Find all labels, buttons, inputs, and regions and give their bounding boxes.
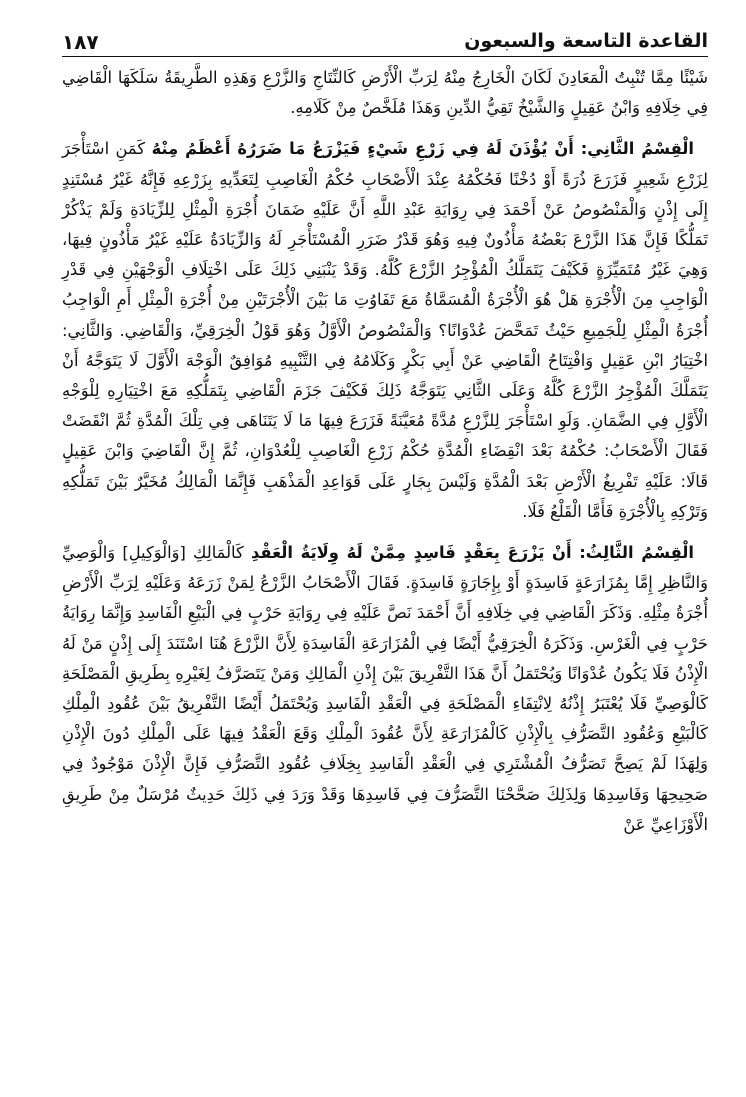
paragraph-section-three xyxy=(62,538,708,840)
running-title: القاعدة التاسعة والسبعون xyxy=(464,30,708,52)
section-heading: الْقِسْمُ الثَّانِي: أَنْ يُؤْذَنَ لَهُ فِي زَرْعِ شَيْءٍ فَيَزْرَعُ مَا ضَرَرُهُ أَعْظَمُ مِنْهُ xyxy=(151,139,694,159)
paragraph-text: كَمَنِ اسْتَأْجَرَ لِزَرْعِ شَعِيرٍ فَزَرَعَ ذُرَةً أَوْ دُخْنًا فَحُكْمُهُ عِنْدَ الْأَصْحَابِ حُكْمُ الْغَاصِبِ لِتَعَدِّيهِ بِزَرْعِهِ فَإِنَّهُ غَيْرُ مُسْتَنِدٍ إِلَى إِذْنٍ وَالْمَنْصُوصُ عَنْ أَحْمَدَ فِي رِوَايَةِ عَبْدِ اللَّهِ أَنَّ عَلَيْهِ ضَمَانَ أُجْرَةِ الْمِثْلِ لِلزِّيَادَةِ وَلَمْ يَذْكُرْ تَمَلُّكًا فَإِنَّ هَذَا الزَّرْعَ بَعْضُهُ مَأْذُونٌ فِيهِ وَهُوَ قَدْرُ ضَرَرِ الْمُسْتَأْجَرِ لَهُ وَالزِّيَادَةُ عَلَيْهِ غَيْرُ مَأْذُونٍ فِيهَا، وَهِيَ غَيْرُ مُتَمَيِّزَةٍ فَكَيْفَ يَتَمَلَّكُ الْمُؤْجِرُ الزَّرْعَ كُلَّهُ. وَقَدْ يَنْبَنِي ذَلِكَ عَلَى اخْتِلَافِ الْوَجْهَيْنِ فِي قَدْرِ الْوَاجِبِ مِنَ الْأُجْرَةِ هَلْ هُوَ الْأُجْرَةُ الْمُسَمَّاةُ مَعَ تَفَاوُتِ مَا بَيْنَ الْأُجْرَتَيْنِ مِنْ أُجْرَةِ الْمِثْلِ أَمِ الْوَاجِبُ أُجْرَةُ الْمِثْلِ لِلْجَمِيعِ حَيْثُ تَمَحَّضَ عُدْوَانًا؟ وَالْمَنْصُوصُ الْأَوَّلُ وَهُوَ قَوْلُ الْخِرَقِيِّ، وَالْقَاضِي. وَالثَّانِي: اخْتِيَارُ ابْنِ عَقِيلٍ وَافْتِتَاحُ الْقَاضِي عَنْ أَبِي بَكْرٍ وَكَلَامُهُ فِي التَّنْبِيهِ مُوَافِقٌ الْوَجْهَ الْأَوَّلَ لَا يَتَوَجَّهُ أَنْ يَتَمَلَّكَ الْمُؤْجِرُ الزَّرْعَ كُلَّهُ وَعَلَى الثَّانِي يَتَوَجَّهُ ذَلِكَ فَكَيْفَ جَزَمَ الْقَاضِي بِتَمَلُّكِهِ مَعَ اخْتِيَارِهِ لِلْوَجْهِ الْأَوَّلِ فِي الضَّمَانِ. وَلَوِ اسْتَأْجَرَ لِلزَّرْعِ مُدَّةً مُعَيَّنَةً فَزَرَعَ فِيهَا مَا لَا يَتَنَاهَى فِي تِلْكَ الْمُدَّةِ ثُمَّ انْقَضَتْ فَقَالَ الْأَصْحَابُ: حُكْمُهُ بَعْدَ انْقِضَاءِ الْمُدَّةِ حُكْمُ زَرْعِ الْغَاصِبِ لِلْعُدْوَانِ، ثُمَّ إِنَّ الْقَاضِيَ وَابْنَ عَقِيلٍ قَالَا: عَلَيْهِ تَفْرِيغُ الْأَرْضِ بَعْدَ الْمُدَّةِ وَلَيْسَ بِجَارٍ عَلَى قَوَاعِدِ الْمَذْهَبِ فَإِنَّمَا الْمَالِكُ مُخَيَّرٌ بَيْنَ تَمَلُّكِهِ وَتَرْكِهِ بِالْأُجْرَةِ فَأَمَّا الْقَلْعُ فَلَا. xyxy=(62,139,708,521)
paragraph-continuation xyxy=(62,63,708,123)
paragraph-text: شَيْئًا مِمَّا تُنْبِتُ الْمَعَادِنَ لَكَانَ الْخَارِجُ مِنْهُ لِرَبِّ الْأَرْضِ كَالنِّتَاجِ وَالزَّرْعِ وَهَذِهِ الطَّرِيقَةُ سَلَكَهَا الْقَاضِي فِي خِلَافِهِ وَابْنُ عَقِيلٍ وَالشَّيْخُ تَقِيُّ الدِّينِ وَهَذَا مُلَخَّصٌ مِنْ كَلَامِهِ. xyxy=(62,68,708,118)
body-text xyxy=(62,63,708,840)
paragraph-text: كَالْمَالِكِ [وَالْوَكِيلِ] وَالْوَصِيِّ وَالنَّاظِرِ إِمَّا بِمُزَارَعَةٍ فَاسِدَةٍ أَوْ بِإِجَارَةٍ فَاسِدَةٍ. فَقَالَ الْأَصْحَابُ الزَّرْعُ لِمَنْ زَرَعَهُ وَعَلَيْهِ لِرَبِّ الْأَرْضِ أُجْرَةُ مِثْلِهِ. وَذَكَرَ الْقَاضِي فِي خِلَافِهِ أَنَّ أَحْمَدَ نَصَّ عَلَيْهِ فِي رِوَايَةِ حَرْبٍ فِي الْبَيْعِ الْفَاسِدِ وَإِنَّمَا رِوَايَةُ حَرْبٍ فِي الْغَرْسِ. وَذَكَرَهُ الْخِرَقِيُّ أَيْضًا فِي الْمُزَارَعَةِ الْفَاسِدَةِ لِأَنَّ الزَّرْعَ هُنَا اسْتَنَدَ إِلَى إِذْنٍ مَنْ لَهُ الْإِذْنُ فَلَا يَكُونُ عُدْوَانًا وَيُحْتَمَلُ أَنَّ هَذَا التَّفْرِيقَ بَيْنَ إِذْنِ الْمَالِكِ وَمَنْ يَتَصَرَّفُ لِغَيْرِهِ بِطَرِيقِ الْمَصْلَحَةِ كَالْوَصِيِّ فَلَا يُعْتَبَرُ إِذْنُهُ لِانْتِفَاءِ الْمَصْلَحَةِ فِي الْعَقْدِ الْفَاسِدِ وَيُحْتَمَلُ أَيْضًا التَّفْرِيقُ بَيْنَ عُقُودِ الْمِلْكِ كَالْبَيْعِ وَعُقُودِ التَّصَرُّفِ بِالْإِذْنِ كَالْمُزَارَعَةِ لِأَنَّ عُقُودَ الْمِلْكِ وَقَعَ الْعَقْدُ فِيهَا عَلَى الْمِلْكِ دُونَ الْإِذْنِ وَلِهَذَا لَمْ يَصِحَّ تَصَرُّفُ الْمُشْتَرِي فِي الْعَقْدِ الْفَاسِدِ بِخِلَافِ عُقُودِ التَّصَرُّفِ فَإِنَّ الْإِذْنَ مَوْجُودٌ فِي صَحِيحِهَا وَفَاسِدِهَا وَلِذَلِكَ صَحَّحْنَا التَّصَرُّفَ فِي فَاسِدِهَا وَقَدْ وَرَدَ فِي ذَلِكَ حَدِيثٌ مُرْسَلٌ مِنْ طَرِيقِ الْأَوْزَاعِيِّ عَنْ xyxy=(62,543,708,834)
book-page xyxy=(62,22,708,1082)
page-number: ١٨٧ xyxy=(62,30,99,54)
page-header xyxy=(62,22,708,57)
paragraph-section-two xyxy=(62,134,708,527)
section-heading: الْقِسْمُ الثَّالِثُ: أَنْ يَزْرَعَ بِعَقْدٍ فَاسِدٍ مِمَّنْ لَهُ وِلَايَةُ الْعَقْدِ xyxy=(250,543,694,563)
